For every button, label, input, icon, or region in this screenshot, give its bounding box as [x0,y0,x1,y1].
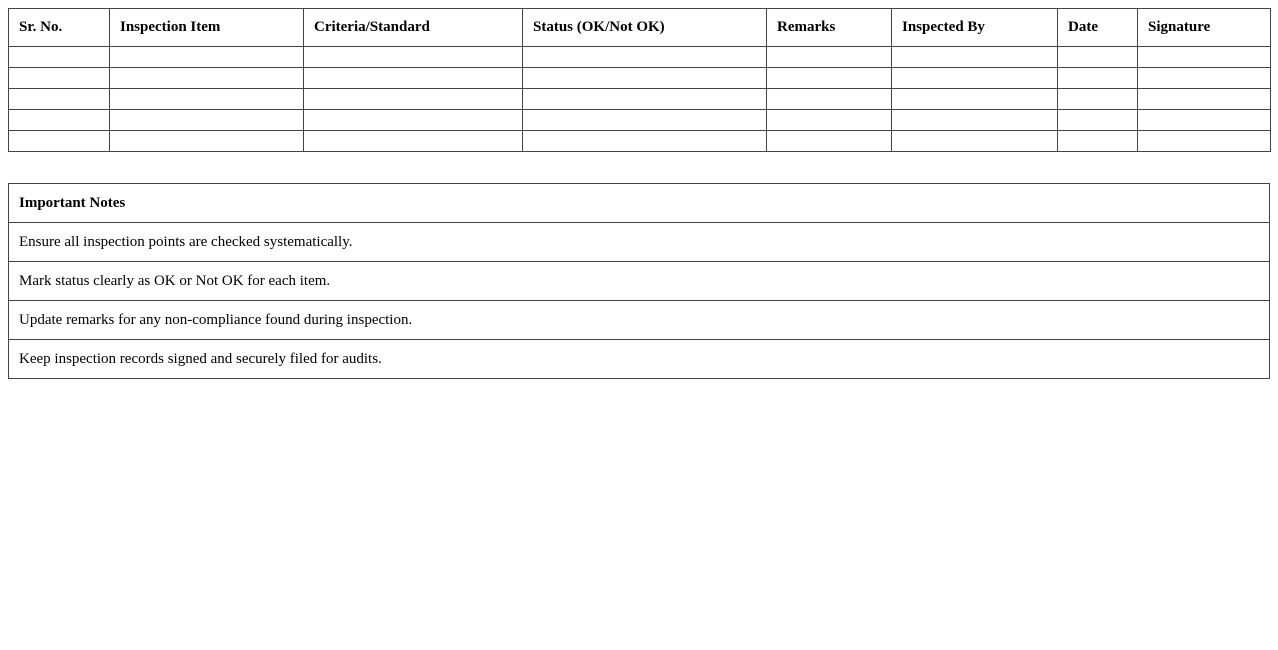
table-cell[interactable] [9,110,110,131]
table-cell[interactable] [767,131,892,152]
note-row [9,262,1270,301]
header-status: Status (OK/Not OK) [523,9,767,47]
table-cell[interactable] [523,47,767,68]
table-cell[interactable] [9,47,110,68]
table-cell[interactable] [892,68,1058,89]
notes-header-row [9,184,1270,223]
table-cell[interactable] [9,131,110,152]
table-cell[interactable] [892,89,1058,110]
table-cell[interactable] [1138,89,1271,110]
table-cell[interactable] [1058,47,1138,68]
table-cell[interactable] [304,110,523,131]
header-remarks: Remarks [767,9,892,47]
note-row [9,223,1270,262]
table-cell[interactable] [110,110,304,131]
table-cell[interactable] [892,47,1058,68]
table-row [9,110,1271,131]
table-cell[interactable] [110,47,304,68]
table-row [9,47,1271,68]
table-header-row [9,9,1271,47]
table-cell[interactable] [1058,89,1138,110]
table-cell[interactable] [304,68,523,89]
table-cell[interactable] [110,68,304,89]
note-item: Ensure all inspection points are checked systematically. [9,223,1270,262]
table-cell[interactable] [767,110,892,131]
table-cell[interactable] [892,131,1058,152]
table-cell[interactable] [1138,68,1271,89]
table-cell[interactable] [1138,131,1271,152]
table-cell[interactable] [110,89,304,110]
header-inspection-item: Inspection Item [110,9,304,47]
table-cell[interactable] [1138,47,1271,68]
table-cell[interactable] [523,68,767,89]
table-cell[interactable] [1058,131,1138,152]
table-row [9,89,1271,110]
note-item: Mark status clearly as OK or Not OK for each item. [9,262,1270,301]
note-item: Update remarks for any non-compliance found during inspection. [9,301,1270,340]
note-row [9,340,1270,379]
table-cell[interactable] [9,89,110,110]
table-row [9,68,1271,89]
table-cell[interactable] [767,68,892,89]
table-cell[interactable] [767,89,892,110]
table-cell[interactable] [304,89,523,110]
note-row [9,301,1270,340]
table-cell[interactable] [110,131,304,152]
header-inspected-by: Inspected By [892,9,1058,47]
important-notes-table [8,183,1270,379]
table-cell[interactable] [1058,68,1138,89]
inspection-table [8,8,1271,152]
table-row [9,131,1271,152]
table-cell[interactable] [523,89,767,110]
table-cell[interactable] [767,47,892,68]
header-sr-no: Sr. No. [9,9,110,47]
table-cell[interactable] [1138,110,1271,131]
table-cell[interactable] [523,110,767,131]
table-cell[interactable] [304,47,523,68]
table-cell[interactable] [1058,110,1138,131]
note-item: Keep inspection records signed and securely filed for audits. [9,340,1270,379]
table-cell[interactable] [523,131,767,152]
table-cell[interactable] [9,68,110,89]
notes-title: Important Notes [9,184,1270,223]
header-criteria-standard: Criteria/Standard [304,9,523,47]
table-cell[interactable] [304,131,523,152]
table-cell[interactable] [892,110,1058,131]
header-signature: Signature [1138,9,1271,47]
header-date: Date [1058,9,1138,47]
